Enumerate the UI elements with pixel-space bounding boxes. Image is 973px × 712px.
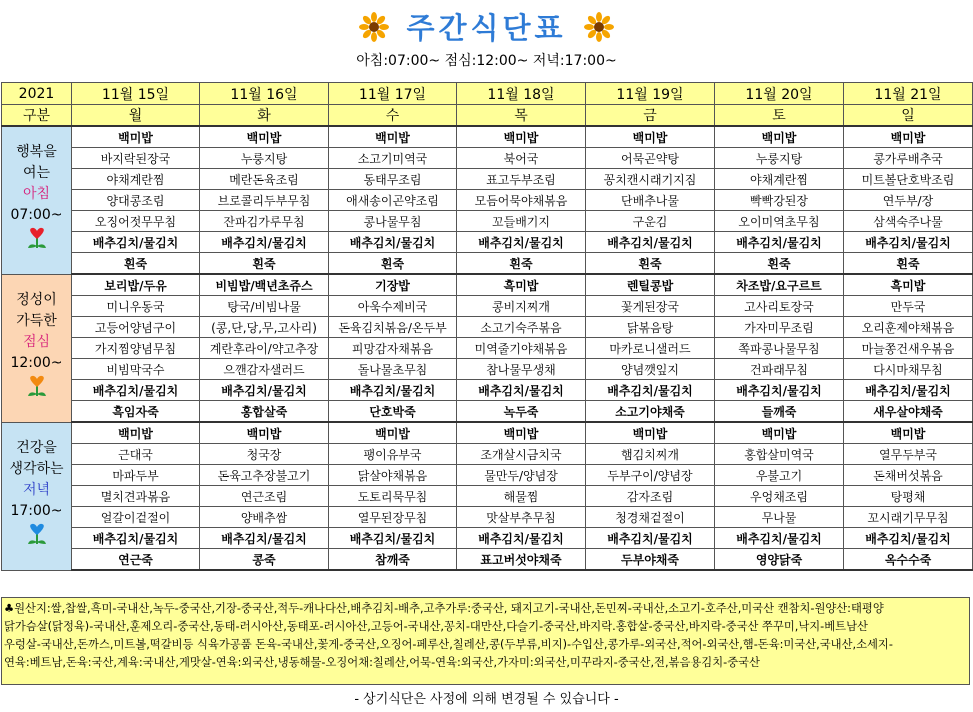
menu-item: 흰죽 <box>200 253 329 275</box>
menu-item: 차조밥/요구르트 <box>715 274 844 296</box>
meal-label-highlight: 저녁 <box>22 481 51 498</box>
dinner-label <box>2 422 72 570</box>
menu-item: 배추김치/물김치 <box>586 380 715 401</box>
menu-item: 백미밥 <box>715 422 844 444</box>
menu-item: 배추김치/물김치 <box>329 528 457 549</box>
menu-item: 백미밥 <box>844 126 973 148</box>
weekday-cell: 화 <box>200 105 329 127</box>
menu-item: 오리훈제야채볶음 <box>844 317 973 338</box>
menu-item: 홍합살미역국 <box>715 444 844 465</box>
menu-row <box>2 274 973 296</box>
menu-item: 가자미무조림 <box>715 317 844 338</box>
menu-item: 배추김치/물김치 <box>715 232 844 253</box>
menu-item: 미니우동국 <box>72 296 200 317</box>
menu-item: 참나물무생채 <box>457 359 586 380</box>
menu-item: 소고기숙주볶음 <box>457 317 586 338</box>
menu-item: 배추김치/물김치 <box>329 380 457 401</box>
menu-item: 렌틸콩밥 <box>586 274 715 296</box>
sunflower-icon <box>359 12 389 42</box>
menu-row <box>2 317 973 338</box>
menu-item: 소고기야채죽 <box>586 401 715 423</box>
menu-item: 백미밥 <box>586 126 715 148</box>
meal-label-line: 정성이 <box>16 291 57 308</box>
weekday-cell: 목 <box>457 105 586 127</box>
menu-item: 보리밥/두유 <box>72 274 200 296</box>
menu-item: 흰죽 <box>72 253 200 275</box>
menu-item: 미트볼단호박조림 <box>844 169 973 190</box>
menu-item: 고등어양념구이 <box>72 317 200 338</box>
menu-item: 도토리묵무침 <box>329 486 457 507</box>
menu-item: 멸치견과볶음 <box>72 486 200 507</box>
menu-item: 연근조림 <box>200 486 329 507</box>
menu-item: 소고기미역국 <box>329 148 457 169</box>
menu-item: 흰죽 <box>457 253 586 275</box>
menu-item: 우불고기 <box>715 465 844 486</box>
date-cell: 11월 20일 <box>715 83 844 105</box>
menu-item: 연근죽 <box>72 549 200 571</box>
menu-item: 흰죽 <box>844 253 973 275</box>
menu-item: 야채계란찜 <box>72 169 200 190</box>
menu-item: 해물찜 <box>457 486 586 507</box>
meal-label-line: 건강을 <box>16 439 57 456</box>
menu-item: 비빔막국수 <box>72 359 200 380</box>
weekday-cell: 수 <box>329 105 457 127</box>
menu-item: 백미밥 <box>715 126 844 148</box>
origin-note-line: 연육:베트남,돈육:국산,계육:국내산,게맛살-연육:외국산,냉동해물-오징어채:칠레산,어묵-연육:외국산,가자미:외국산,미꾸라지-중국산,전,볶음용김치-중국산 <box>4 656 760 669</box>
menu-item: 배추김치/물김치 <box>586 528 715 549</box>
weekday-cell: 금 <box>586 105 715 127</box>
menu-item: 양배추쌈 <box>200 507 329 528</box>
origin-note-line: 우렁살-국내산,돈까스,미트볼,떡갈비등 식육가공품 돈육-국내산,꽃게-중국산,오징어-페루산,칠레산,콩(두부류,비지)-수입산,콩가루-외국산,적어-외국산,햄-돈육:미국산,국내산,소세지- <box>4 638 893 651</box>
menu-item: 꼬들배기지 <box>457 211 586 232</box>
menu-row <box>2 190 973 211</box>
menu-row <box>2 253 973 275</box>
date-cell: 11월 16일 <box>200 83 329 105</box>
menu-row <box>2 401 973 423</box>
menu-row <box>2 507 973 528</box>
menu-item: 옥수수죽 <box>844 549 973 571</box>
menu-item: 청경채겉절이 <box>586 507 715 528</box>
menu-item: 브로콜리두부무침 <box>200 190 329 211</box>
menu-item: 배추김치/물김치 <box>200 528 329 549</box>
menu-item: 가지찜양념무침 <box>72 338 200 359</box>
menu-item: 탕평채 <box>844 486 973 507</box>
origin-note-line: ♣원산지:쌀,찹쌀,흑미-국내산,녹두-중국산,기장-중국산,적두-캐나다산,배추김치-배추,고추가루:중국산, 돼지고기-국내산,돈민찌-국내산,소고기-호주산,미국산 캔참치-원양산:태평양 <box>4 602 884 615</box>
origin-note-line: 닭가슴살(닭정육)-국내산,훈제오리-중국산,동태-러시아산,동태포-러시아산,고등어-국내산,꽁치-대만산,다슬기-중국산,바지락.홍합살-중국산,바지락-중국산 쭈꾸미,낙지-베트남산 <box>4 620 868 633</box>
menu-item: 마파두부 <box>72 465 200 486</box>
menu-item: 표고버섯야채죽 <box>457 549 586 571</box>
menu-item: 햄김치찌개 <box>586 444 715 465</box>
breakfast-label <box>2 126 72 274</box>
weekday-cell: 토 <box>715 105 844 127</box>
date-cell: 11월 18일 <box>457 83 586 105</box>
menu-item: 동태무조림 <box>329 169 457 190</box>
menu-item: 콩죽 <box>200 549 329 571</box>
menu-item: 닭볶음탕 <box>586 317 715 338</box>
menu-item: 쪽파콩나물무침 <box>715 338 844 359</box>
menu-item: 참깨죽 <box>329 549 457 571</box>
footer-note: - 상기식단은 사정에 의해 변경될 수 있습니다 - <box>354 692 619 707</box>
menu-item: 백미밥 <box>200 126 329 148</box>
menu-item: 닭살야채볶음 <box>329 465 457 486</box>
menu-item: 배추김치/물김치 <box>457 528 586 549</box>
date-cell: 11월 17일 <box>329 83 457 105</box>
menu-item: 두부야채죽 <box>586 549 715 571</box>
menu-table <box>1 82 973 571</box>
date-cell: 11월 21일 <box>844 83 973 105</box>
menu-item: 백미밥 <box>72 126 200 148</box>
tulip-icon <box>2 374 71 407</box>
menu-item: 다시마채무침 <box>844 359 973 380</box>
category-header: 구분 <box>2 105 72 127</box>
menu-item: 콩나물무침 <box>329 211 457 232</box>
menu-item: 돈육김치볶음/온두부 <box>329 317 457 338</box>
menu-row <box>2 422 973 444</box>
date-cell: 11월 15일 <box>72 83 200 105</box>
menu-item: 양대콩조림 <box>72 190 200 211</box>
menu-item: 꼬시래기무무침 <box>844 507 973 528</box>
menu-row <box>2 296 973 317</box>
menu-item: 흰죽 <box>586 253 715 275</box>
menu-item: 콩비지찌개 <box>457 296 586 317</box>
menu-row <box>2 528 973 549</box>
menu-item: 백미밥 <box>844 422 973 444</box>
meal-label-line: 가득한 <box>16 312 57 329</box>
menu-item: 만두국 <box>844 296 973 317</box>
menu-item: 열무두부국 <box>844 444 973 465</box>
menu-row <box>2 549 973 571</box>
menu-item: 빡빡강된장 <box>715 190 844 211</box>
menu-item: 녹두죽 <box>457 401 586 423</box>
menu-item: 팽이유부국 <box>329 444 457 465</box>
menu-row <box>2 148 973 169</box>
menu-row <box>2 126 973 148</box>
menu-item: 홍합살죽 <box>200 401 329 423</box>
menu-item: 배추김치/물김치 <box>715 528 844 549</box>
date-cell: 11월 19일 <box>586 83 715 105</box>
menu-item: 백미밥 <box>457 126 586 148</box>
menu-row <box>2 338 973 359</box>
menu-row <box>2 232 973 253</box>
menu-row <box>2 211 973 232</box>
menu-item: 배추김치/물김치 <box>715 380 844 401</box>
menu-item: 꽃게된장국 <box>586 296 715 317</box>
menu-item: 어묵곤약탕 <box>586 148 715 169</box>
menu-row <box>2 486 973 507</box>
page-title: 주간식단표 <box>406 11 567 45</box>
menu-item: 잔파김가루무침 <box>200 211 329 232</box>
menu-item: 배추김치/물김치 <box>844 528 973 549</box>
menu-item: 오이미역초무침 <box>715 211 844 232</box>
menu-item: 고사리토장국 <box>715 296 844 317</box>
page-header <box>0 0 973 82</box>
tulip-icon <box>2 522 71 555</box>
menu-item: 들깨죽 <box>715 401 844 423</box>
menu-item: 돈채버섯볶음 <box>844 465 973 486</box>
menu-item: 백미밥 <box>329 422 457 444</box>
menu-item: 무나물 <box>715 507 844 528</box>
menu-item: (콩,단,당,무,고사리) <box>200 317 329 338</box>
meal-label-highlight: 점심 <box>22 333 51 350</box>
menu-row <box>2 444 973 465</box>
menu-item: 배추김치/물김치 <box>72 528 200 549</box>
menu-item: 돈육고추장불고기 <box>200 465 329 486</box>
menu-item: 계란후라이/약고추장 <box>200 338 329 359</box>
menu-item: 두부구이/양념장 <box>586 465 715 486</box>
title-row <box>0 6 973 45</box>
menu-item: 흑미밥 <box>457 274 586 296</box>
menu-item: 감자조림 <box>586 486 715 507</box>
menu-item: 야채계란찜 <box>715 169 844 190</box>
meal-label-highlight: 아침 <box>22 185 51 202</box>
menu-item: 배추김치/물김치 <box>844 380 973 401</box>
menu-item: 얼갈이겉절이 <box>72 507 200 528</box>
menu-item: 맛살부추무침 <box>457 507 586 528</box>
menu-item: 배추김치/물김치 <box>72 232 200 253</box>
meal-hours: 아침:07:00~ 점심:12:00~ 저녁:17:00~ <box>356 53 617 69</box>
menu-item: 꽁치캔시래기지짐 <box>586 169 715 190</box>
menu-item: 백미밥 <box>586 422 715 444</box>
menu-item: 메란돈육조림 <box>200 169 329 190</box>
menu-item: 피망감자채볶음 <box>329 338 457 359</box>
menu-item: 흑임자죽 <box>72 401 200 423</box>
menu-row <box>2 169 973 190</box>
menu-item: 새우살야채죽 <box>844 401 973 423</box>
menu-item: 단호박죽 <box>329 401 457 423</box>
menu-item: 근대국 <box>72 444 200 465</box>
menu-item: 건파래무침 <box>715 359 844 380</box>
menu-item: 백미밥 <box>72 422 200 444</box>
weekday-cell: 월 <box>72 105 200 127</box>
menu-item: 바지락된장국 <box>72 148 200 169</box>
menu-item: 누룽지탕 <box>200 148 329 169</box>
menu-item: 북어국 <box>457 148 586 169</box>
menu-item: 미역줄기야채볶음 <box>457 338 586 359</box>
menu-item: 마카로니샐러드 <box>586 338 715 359</box>
menu-item: 마늘쫑건새우볶음 <box>844 338 973 359</box>
menu-item: 탕국/비빔나물 <box>200 296 329 317</box>
menu-item: 배추김치/물김치 <box>844 232 973 253</box>
menu-item: 배추김치/물김치 <box>200 380 329 401</box>
menu-item: 연두부/장 <box>844 190 973 211</box>
menu-item: 돌나물초무침 <box>329 359 457 380</box>
meal-label-line: 생각하는 <box>9 460 64 477</box>
lunch-label <box>2 274 72 422</box>
menu-item: 흑미밥 <box>844 274 973 296</box>
menu-item: 조개살시금치국 <box>457 444 586 465</box>
menu-item: 삼색숙주나물 <box>844 211 973 232</box>
menu-item: 배추김치/물김치 <box>200 232 329 253</box>
menu-item: 오징어젓무무침 <box>72 211 200 232</box>
menu-item: 으깬감자샐러드 <box>200 359 329 380</box>
menu-row <box>2 380 973 401</box>
menu-item: 콩가루배추국 <box>844 148 973 169</box>
menu-item: 배추김치/물김치 <box>457 232 586 253</box>
menu-item: 표고두부조림 <box>457 169 586 190</box>
menu-item: 영양닭죽 <box>715 549 844 571</box>
year-cell: 2021 <box>2 83 72 105</box>
meal-label-time: 07:00~ <box>10 206 63 223</box>
menu-item: 우엉채조림 <box>715 486 844 507</box>
menu-row <box>2 359 973 380</box>
menu-item: 누룽지탕 <box>715 148 844 169</box>
menu-item: 백미밥 <box>200 422 329 444</box>
menu-row <box>2 465 973 486</box>
weekday-row <box>2 105 973 127</box>
date-row <box>2 83 973 105</box>
menu-item: 흰죽 <box>715 253 844 275</box>
heart-flower-icon <box>2 226 71 259</box>
meal-label-line: 여는 <box>22 164 51 181</box>
menu-item: 배추김치/물김치 <box>329 232 457 253</box>
meal-label-line: 행복을 <box>16 143 57 160</box>
meal-label-time: 17:00~ <box>10 502 63 519</box>
menu-item: 백미밥 <box>457 422 586 444</box>
weekday-cell: 일 <box>844 105 973 127</box>
origin-notes <box>1 597 970 685</box>
menu-item: 아욱수제비국 <box>329 296 457 317</box>
menu-item: 흰죽 <box>329 253 457 275</box>
menu-item: 구운김 <box>586 211 715 232</box>
sunflower-icon <box>584 12 614 42</box>
menu-item: 백미밥 <box>329 126 457 148</box>
menu-item: 모듬어묵야채볶음 <box>457 190 586 211</box>
menu-item: 단배추나물 <box>586 190 715 211</box>
menu-item: 물만두/양념장 <box>457 465 586 486</box>
menu-item: 양념깻잎지 <box>586 359 715 380</box>
menu-item: 비빔밥/백년초쥬스 <box>200 274 329 296</box>
menu-item: 열무된장무침 <box>329 507 457 528</box>
menu-item: 배추김치/물김치 <box>72 380 200 401</box>
meal-label-time: 12:00~ <box>10 354 63 371</box>
menu-item: 배추김치/물김치 <box>586 232 715 253</box>
menu-item: 애새송이곤약조림 <box>329 190 457 211</box>
menu-item: 기장밥 <box>329 274 457 296</box>
menu-item: 배추김치/물김치 <box>457 380 586 401</box>
menu-item: 청국장 <box>200 444 329 465</box>
